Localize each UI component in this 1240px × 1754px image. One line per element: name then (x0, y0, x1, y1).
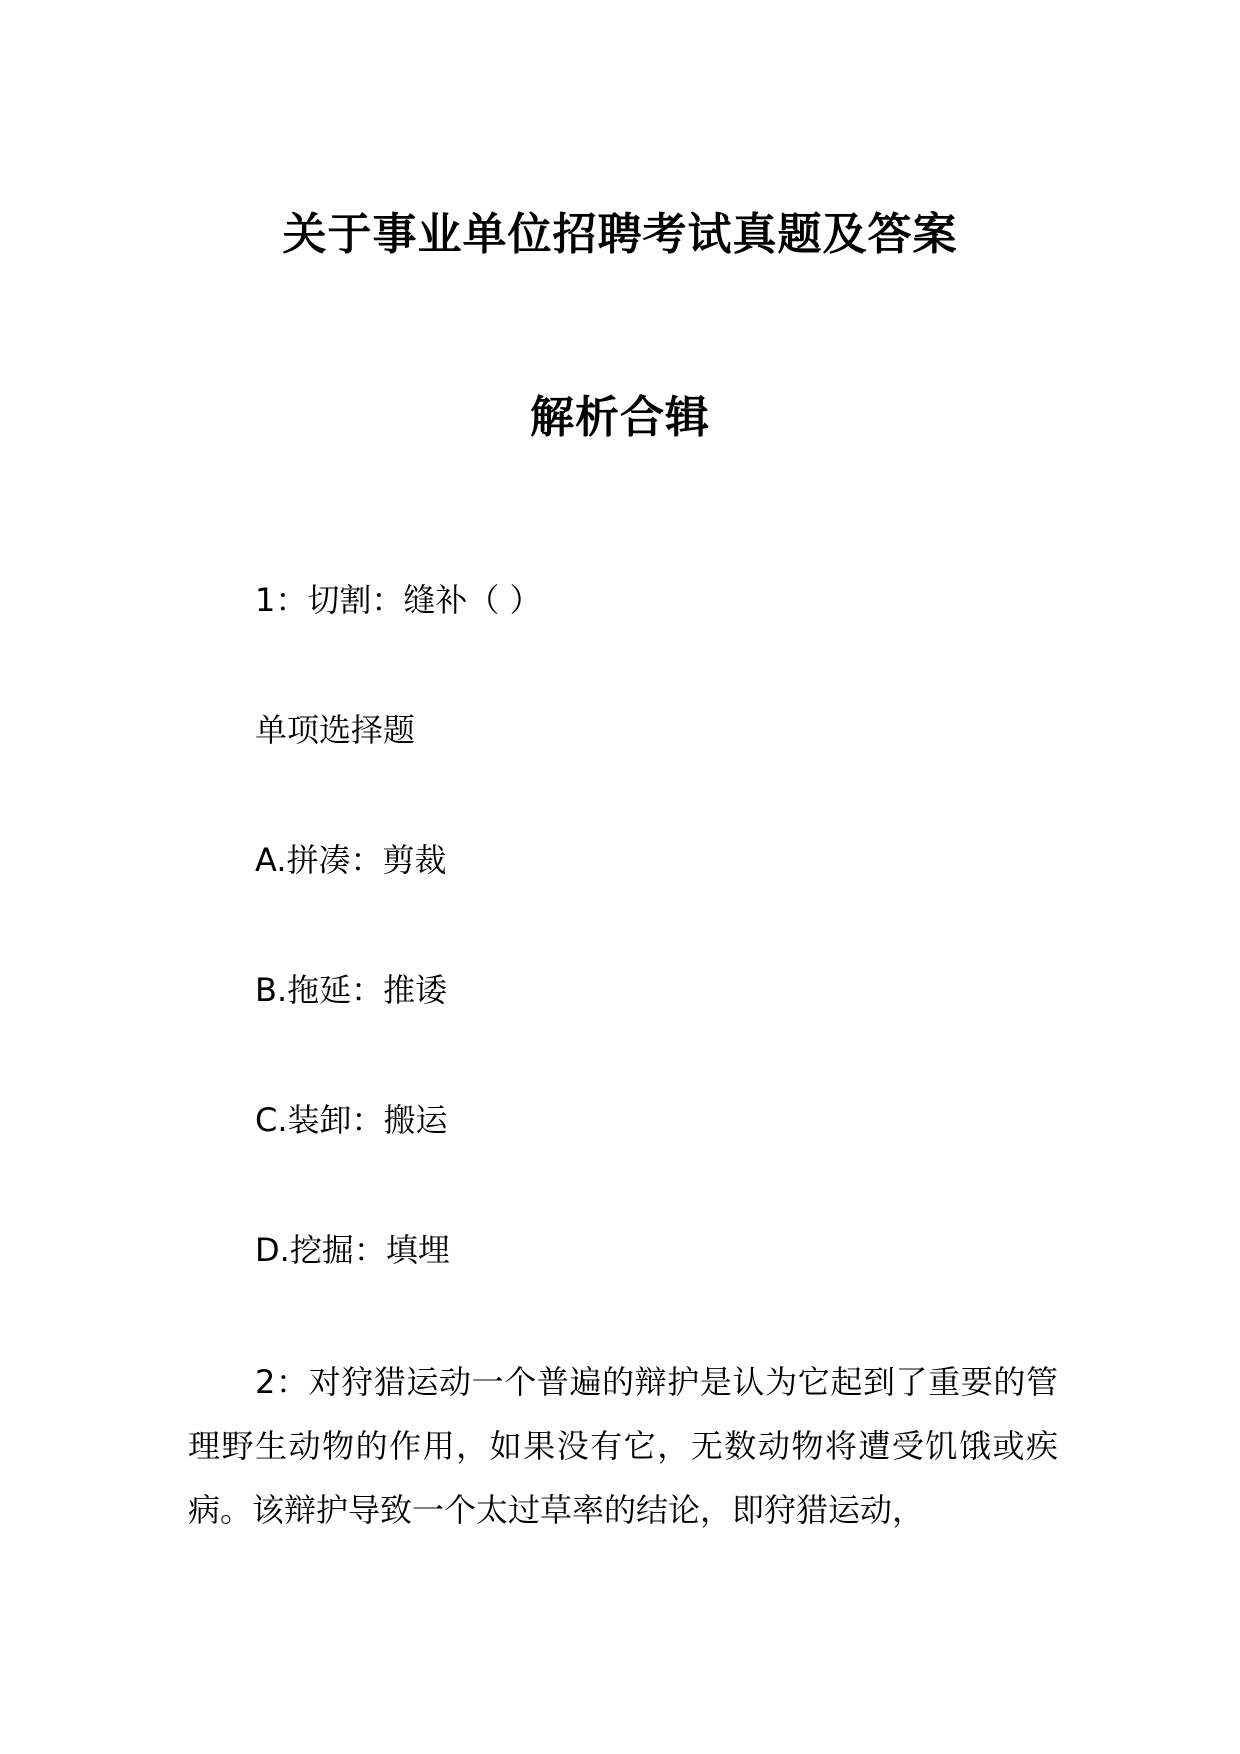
question-1-type: 单项选择题 (255, 711, 416, 749)
question-1-option-d: D.挖掘：填埋 (255, 1231, 450, 1269)
document-title-line-2: 解析合辑 (530, 392, 710, 443)
question-2-stem: 2：对狩猎运动一个普遍的辩护是认为它起到了重要的管理野生动物的作用，如果没有它，无数动物将遭受饥饿或疾病。该辩护导致一个太过草率的结论，即狩猎运动， (188, 1363, 1058, 1529)
document-title-line-1: 关于事业单位招聘考试真题及答案 (282, 209, 958, 260)
question-1-option-a: A.拼凑：剪裁 (255, 841, 447, 879)
question-1-option-c: C.装卸：搬运 (255, 1101, 448, 1139)
question-1-option-b: B.拖延：推诿 (255, 971, 448, 1009)
question-1-stem: 1：切割：缝补（ ） (255, 581, 542, 619)
